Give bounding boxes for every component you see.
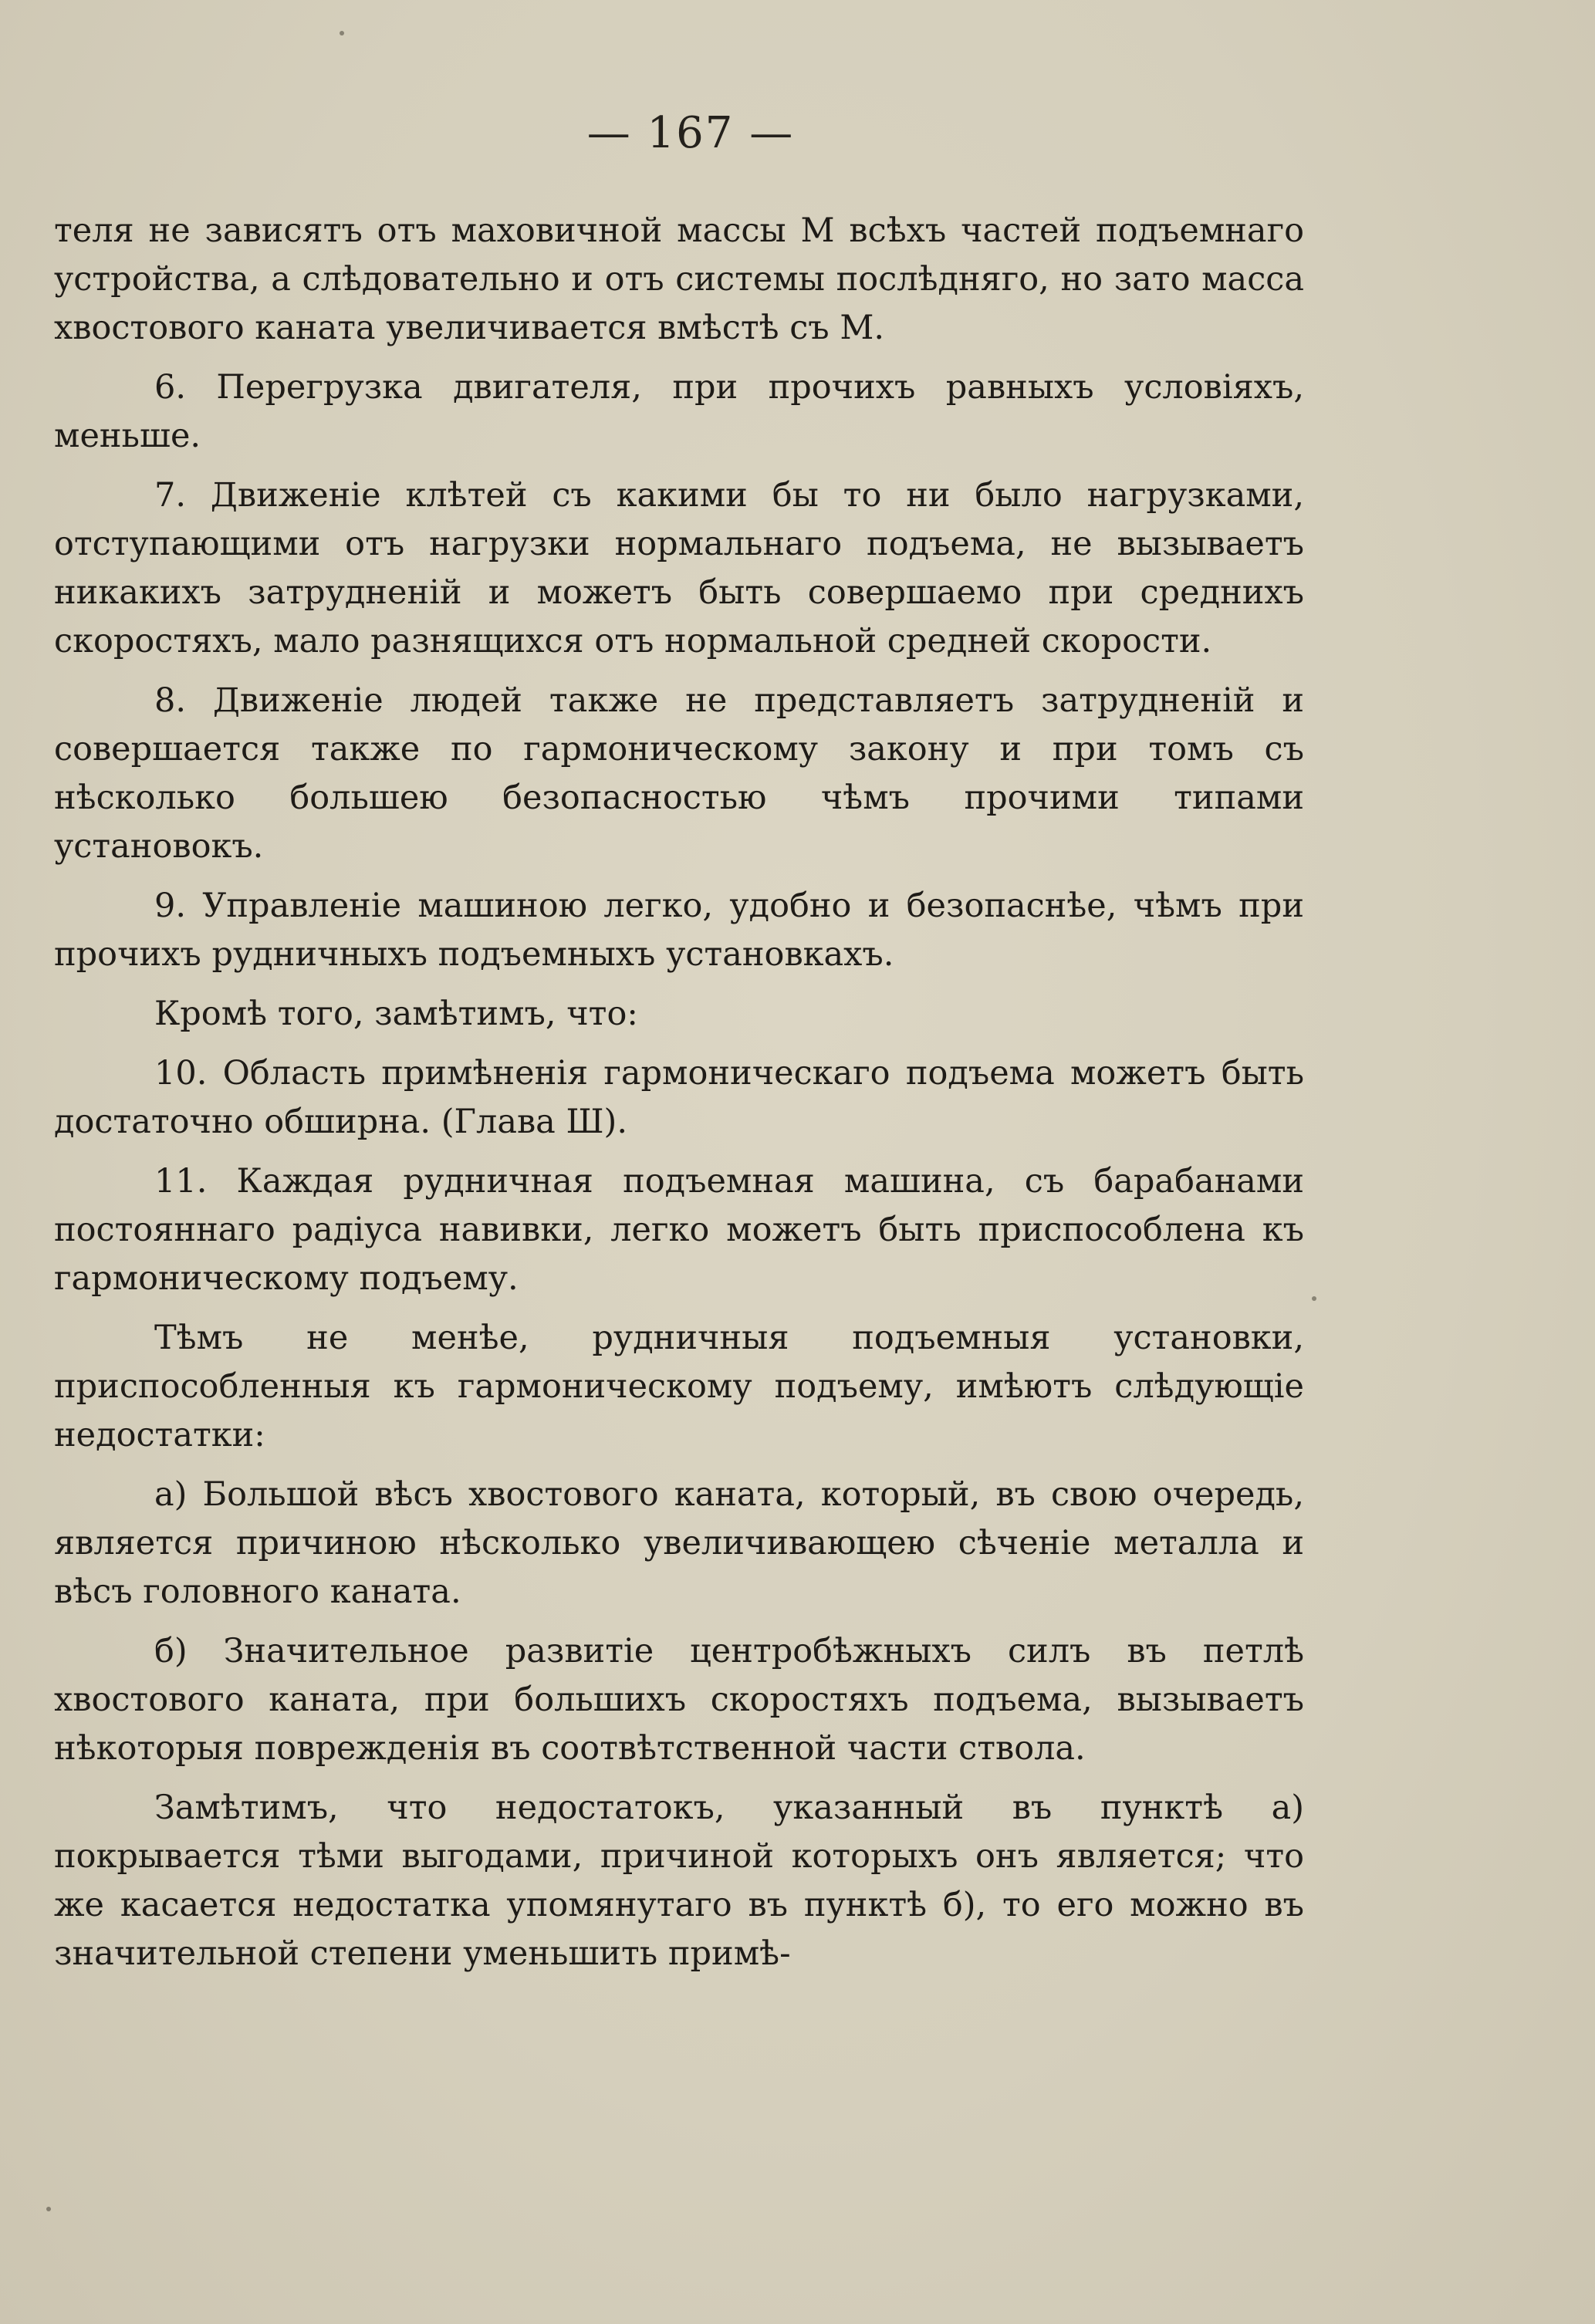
paper-speck [1312, 1296, 1316, 1301]
paragraph-item-7: 7. Движеніе клѣтей съ какими бы то ни было нагрузками, отступающими отъ нагрузки нормальнаго подъема, не вызываетъ никакихъ затрудненій и можетъ быть совершаемо при среднихъ скоростяхъ, мало разнящихся отъ нормальной средней скорости. [54, 476, 1304, 660]
body-text [54, 207, 1304, 1989]
paragraph-continuation: теля не зависятъ отъ маховичной массы M всѣхъ частей подъемнаго устройства, а слѣдовательно и отъ системы послѣдняго, но зато масса хвостового каната увеличивается вмѣстѣ съ M. [54, 211, 1304, 347]
paper-speck [340, 31, 344, 35]
paragraph-remark-intro: Кромѣ того, замѣтимъ, что: [154, 995, 638, 1033]
paragraph-conclusion: Замѣтимъ, что недостатокъ, указанный въ пунктѣ а) покрывается тѣми выгодами, причиной которыхъ онъ является; что же касается недостатка упомянутаго въ пунктѣ б), то его можно въ значительной степени уменьшить примѣ- [54, 1789, 1304, 1973]
paragraph-item-9: 9. Управленіе машиною легко, удобно и безопаснѣе, чѣмъ при прочихъ рудничныхъ подъемныхъ установкахъ. [54, 887, 1304, 974]
paragraph-drawbacks-intro: Тѣмъ не менѣе, рудничныя подъемныя установки, приспособленныя къ гармоническому подъему, имѣютъ слѣдующіе недостатки: [54, 1319, 1304, 1454]
page-number: — 167 — [586, 108, 795, 158]
paragraph-drawback-a: а) Большой вѣсъ хвостового каната, который, въ свою очередь, является причиною нѣсколько увеличивающею сѣченіе металла и вѣсъ головного каната. [54, 1475, 1304, 1611]
paragraph-item-8: 8. Движеніе людей также не представляетъ затрудненій и совершается также по гармоническому закону и при томъ съ нѣсколько большею безопасностью чѣмъ прочими типами установокъ. [54, 681, 1304, 866]
paragraph-drawback-b: б) Значительное развитіе центробѣжныхъ силъ въ петлѣ хвостового каната, при большихъ скоростяхъ подъема, вызываетъ нѣкоторыя поврежденія въ соотвѣтственной части ствола. [54, 1632, 1304, 1768]
paper-speck [46, 2207, 51, 2211]
paragraph-item-10: 10. Область примѣненія гармоническаго подъема можетъ быть достаточно обширна. (Глава Ш). [54, 1054, 1304, 1141]
paragraph-item-6: 6. Перегрузка двигателя, при прочихъ равныхъ условіяхъ, меньше. [54, 368, 1304, 455]
paragraph-item-11: 11. Каждая рудничная подъемная машина, съ барабанами постояннаго радіуса навивки, легко можетъ быть приспособлена къ гармоническому подъему. [54, 1162, 1304, 1298]
